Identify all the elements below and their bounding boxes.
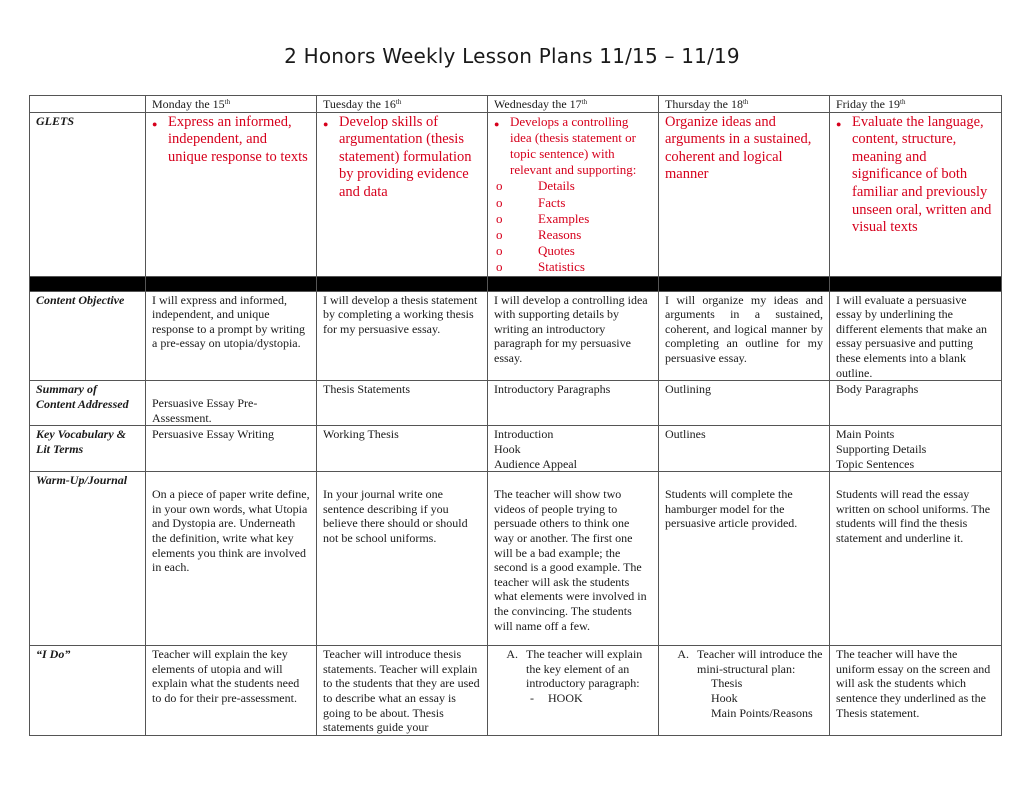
glets-sub-item: o Statistics xyxy=(496,259,585,275)
day-header-friday: Friday the 19th xyxy=(830,96,1002,113)
i-do-monday: Teacher will explain the key elements of utopia and will explain what the students need to do for their pre-assessment. xyxy=(146,646,317,736)
summary-row xyxy=(30,381,1002,426)
row-label-i-do: “I Do” xyxy=(30,646,146,736)
vocab-monday: Persuasive Essay Writing xyxy=(146,426,317,472)
vocab-tuesday: Working Thesis xyxy=(317,426,488,472)
corner-cell xyxy=(30,96,146,113)
content-objective-row xyxy=(30,291,1002,381)
day-header-thursday: Thursday the 18th xyxy=(659,96,830,113)
row-label-summary: Summary of Content Addressed xyxy=(30,381,146,426)
glets-wednesday: ● Develops a controlling idea (thesis statement or topic sentence) with relevant and supporting: o Details o Facts o Examples o Reasons o Quotes o Statistics xyxy=(488,112,659,276)
vocab-friday: Main Points Supporting Details Topic Sentences xyxy=(830,426,1002,472)
glets-thursday: Organize ideas and arguments in a sustained, coherent and logical manner xyxy=(659,112,830,276)
summary-tuesday: Thesis Statements xyxy=(317,381,488,426)
bullet-icon: ● xyxy=(836,118,842,129)
objective-friday: I will evaluate a persuasive essay by underlining the different elements that make an essay persuasive and putting these elements into a blank outline. xyxy=(830,291,1002,381)
row-label-warmup: Warm-Up/Journal xyxy=(30,472,146,646)
i-do-tuesday: Teacher will introduce thesis statements. Teacher will explain to the students that they are used to describe what an essay is going to be about. Thesis statements guide your xyxy=(317,646,488,736)
warmup-friday: Students will read the essay written on school uniforms. The students will find the thesis statement and underline it. xyxy=(830,472,1002,646)
bullet-icon: ● xyxy=(323,118,329,129)
bullet-icon: ● xyxy=(152,118,158,129)
row-label-glets: GLETS xyxy=(30,112,146,276)
objective-monday: I will express and informed, independent, and unique response to a prompt by writing a pre-essay on utopia/dystopia. xyxy=(146,291,317,381)
row-label-vocab: Key Vocabulary & Lit Terms xyxy=(30,426,146,472)
objective-thursday: I will organize my ideas and arguments in a sustained, coherent, and logical manner by completing an outline for my persuasive essay. xyxy=(659,291,830,381)
warmup-thursday: Students will complete the hamburger model for the persuasive article provided. xyxy=(659,472,830,646)
summary-thursday: Outlining xyxy=(659,381,830,426)
i-do-thursday: A. Teacher will introduce the mini-structural plan: Thesis Hook Main Points/Reasons xyxy=(659,646,830,736)
day-header-wednesday: Wednesday the 17th xyxy=(488,96,659,113)
summary-monday: Persuasive Essay Pre-Assessment. xyxy=(146,381,317,426)
day-header-tuesday: Tuesday the 16th xyxy=(317,96,488,113)
glets-sub-item: o Details xyxy=(496,178,575,194)
bullet-icon: ● xyxy=(494,118,500,129)
warmup-row xyxy=(30,472,1002,646)
divider-bar xyxy=(30,276,1002,291)
day-header-row xyxy=(30,96,1002,113)
glets-sub-item: o Facts xyxy=(496,194,566,210)
glets-sub-item: o Quotes xyxy=(496,243,575,259)
i-do-friday: The teacher will have the uniform essay on the screen and will ask the students which sentence they underlined as the Thesis statement. xyxy=(830,646,1002,736)
vocab-wednesday: Introduction Hook Audience Appeal xyxy=(488,426,659,472)
glets-sub-item: o Reasons xyxy=(496,227,582,243)
day-header-monday: Monday the 15th xyxy=(146,96,317,113)
summary-wednesday: Introductory Paragraphs xyxy=(488,381,659,426)
i-do-wednesday: A. The teacher will explain the key element of an introductory paragraph: - HOOK xyxy=(488,646,659,736)
row-label-content-objective: Content Objective xyxy=(30,291,146,381)
warmup-monday: On a piece of paper write define, in your own words, what Utopia and Dystopia are. Underneath the definition, write what key elements you think are involved in each. xyxy=(146,472,317,646)
objective-wednesday: I will develop a controlling idea with supporting details by writing an introductory paragraph for my persuasive essay. xyxy=(488,291,659,381)
i-do-row xyxy=(30,646,1002,736)
summary-friday: Body Paragraphs xyxy=(830,381,1002,426)
page-title: 2 Honors Weekly Lesson Plans 11/15 – 11/19 xyxy=(284,44,740,68)
warmup-wednesday: The teacher will show two videos of people trying to persuade others to think one way or another. The first one will be a bad example; the second is a good example. The teacher will ask the students what elements were involved in the convincing. The students will name off a few. xyxy=(488,472,659,646)
glets-tuesday: ● Develop skills of argumentation (thesis statement) formulation by providing evidence and data xyxy=(317,112,488,276)
lesson-plan-table xyxy=(29,95,1002,736)
glets-row xyxy=(30,112,1002,276)
vocab-row xyxy=(30,426,1002,472)
warmup-tuesday: In your journal write one sentence describing if you believe there should or should not be school uniforms. xyxy=(317,472,488,646)
glets-sub-item: o Examples xyxy=(496,210,590,226)
vocab-thursday: Outlines xyxy=(659,426,830,472)
glets-friday: ● Evaluate the language, content, structure, meaning and significance of both familiar and previously unseen oral, written and visual texts xyxy=(830,112,1002,276)
glets-monday: ● Express an informed, independent, and unique response to texts xyxy=(146,112,317,276)
objective-tuesday: I will develop a thesis statement by completing a working thesis for my persuasive essay. xyxy=(317,291,488,381)
